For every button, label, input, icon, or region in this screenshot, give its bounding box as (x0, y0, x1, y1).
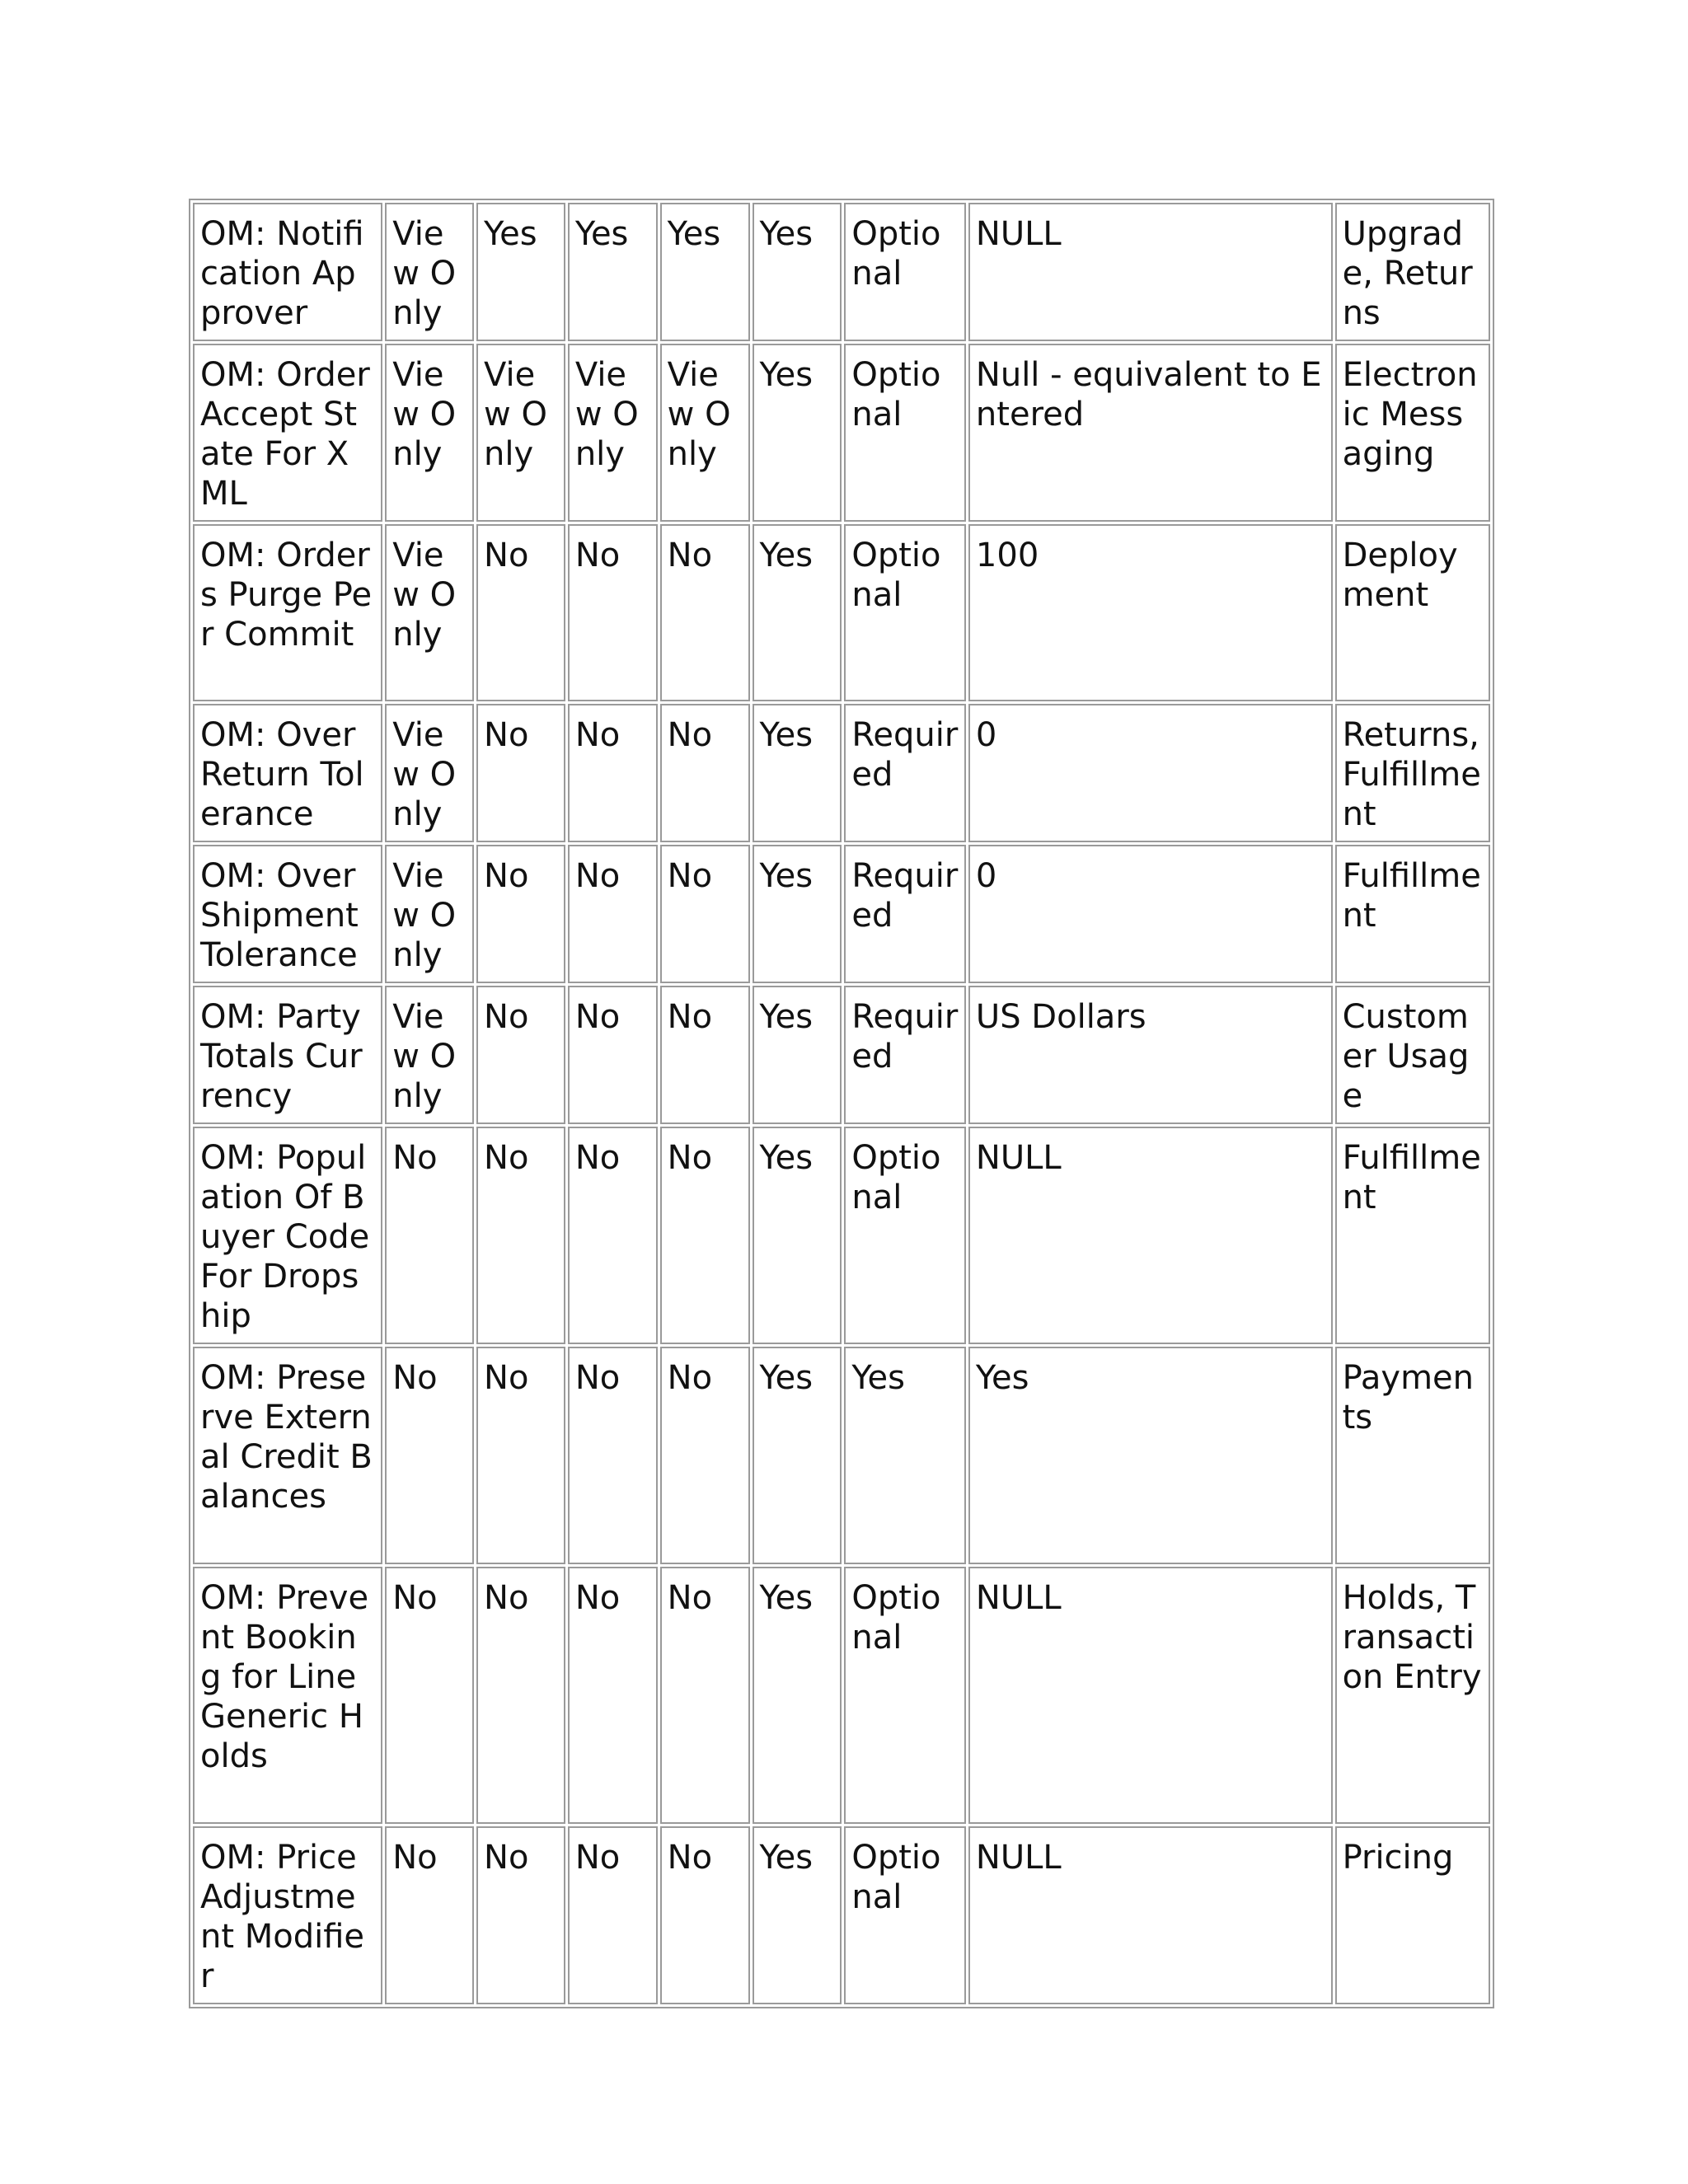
table-cell: No (660, 986, 750, 1124)
table-row (193, 986, 1490, 1124)
default-value-cell: Yes (968, 1347, 1333, 1564)
table-cell: Optional (844, 1567, 966, 1824)
table-cell: Yes (753, 1127, 842, 1344)
table-cell: Yes (753, 986, 842, 1124)
table-cell: No (385, 1567, 474, 1824)
table-row (193, 524, 1490, 701)
category-cell: Returns, Fulfillment (1335, 704, 1490, 842)
table-cell: No (660, 845, 750, 983)
table-row (193, 1567, 1490, 1824)
table-row (193, 203, 1490, 341)
table-cell: No (568, 986, 658, 1124)
profile-name-cell: OM: Party Totals Currency (193, 986, 382, 1124)
category-cell: Upgrade, Returns (1335, 203, 1490, 341)
table-cell: View Only (476, 344, 565, 522)
table-cell: No (568, 1567, 658, 1824)
table-cell: Optional (844, 1127, 966, 1344)
table-row (193, 1826, 1490, 2004)
table-cell: View Only (660, 344, 750, 522)
category-cell: Deployment (1335, 524, 1490, 701)
table-cell: View Only (568, 344, 658, 522)
table-cell: Required (844, 704, 966, 842)
table-cell: No (476, 1567, 565, 1824)
table-cell: Yes (753, 344, 842, 522)
table-cell: Yes (753, 1347, 842, 1564)
table-cell: Yes (476, 203, 565, 341)
profile-name-cell: OM: Notification Approver (193, 203, 382, 341)
table-cell: No (476, 1127, 565, 1344)
default-value-cell: 0 (968, 845, 1333, 983)
table-cell: No (476, 986, 565, 1124)
category-cell: Fulfillment (1335, 845, 1490, 983)
table-cell: Optional (844, 203, 966, 341)
table-cell: Yes (753, 845, 842, 983)
category-cell: Holds, Transaction Entry (1335, 1567, 1490, 1824)
table-cell: View Only (385, 344, 474, 522)
default-value-cell: NULL (968, 1127, 1333, 1344)
table-cell: No (568, 845, 658, 983)
profile-options-table (189, 199, 1494, 2008)
table-cell: View Only (385, 986, 474, 1124)
profile-name-cell: OM: Order Accept State For XML (193, 344, 382, 522)
table-row (193, 845, 1490, 983)
table-row (193, 344, 1490, 522)
default-value-cell: 100 (968, 524, 1333, 701)
table-cell: Yes (753, 1567, 842, 1824)
table-cell: Yes (753, 1826, 842, 2004)
table-cell: No (660, 524, 750, 701)
table-cell: No (476, 524, 565, 701)
table-cell: Optional (844, 524, 966, 701)
table-body (193, 203, 1490, 2004)
table-cell: View Only (385, 524, 474, 701)
table-row (193, 1127, 1490, 1344)
profile-name-cell: OM: Preserve External Credit Balances (193, 1347, 382, 1564)
table-cell: Yes (568, 203, 658, 341)
default-value-cell: NULL (968, 1567, 1333, 1824)
profile-name-cell: OM: Over Return Tolerance (193, 704, 382, 842)
table-cell: No (385, 1347, 474, 1564)
table-cell: View Only (385, 203, 474, 341)
table-cell: Optional (844, 344, 966, 522)
category-cell: Fulfillment (1335, 1127, 1490, 1344)
table-cell: No (660, 1826, 750, 2004)
default-value-cell: 0 (968, 704, 1333, 842)
profile-name-cell: OM: Price Adjustment Modifier (193, 1826, 382, 2004)
profile-name-cell: OM: Orders Purge Per Commit (193, 524, 382, 701)
table-cell: Optional (844, 1826, 966, 2004)
category-cell: Payments (1335, 1347, 1490, 1564)
table-cell: No (568, 704, 658, 842)
table-cell: No (660, 1567, 750, 1824)
default-value-cell: NULL (968, 203, 1333, 341)
table-cell: No (568, 524, 658, 701)
table-cell: No (476, 704, 565, 842)
category-cell: Customer Usage (1335, 986, 1490, 1124)
table-cell: View Only (385, 704, 474, 842)
table-cell: No (476, 1826, 565, 2004)
table-cell: No (385, 1127, 474, 1344)
table-row (193, 704, 1490, 842)
profile-name-cell: OM: Population Of Buyer Code For Dropship (193, 1127, 382, 1344)
table-cell: Yes (753, 524, 842, 701)
table-cell: Yes (753, 704, 842, 842)
category-cell: Pricing (1335, 1826, 1490, 2004)
table-cell: Yes (660, 203, 750, 341)
table-cell: Yes (844, 1347, 966, 1564)
table-cell: No (385, 1826, 474, 2004)
default-value-cell: NULL (968, 1826, 1333, 2004)
category-cell: Electronic Messaging (1335, 344, 1490, 522)
table-row (193, 1347, 1490, 1564)
table-cell: No (660, 1127, 750, 1344)
table-cell: No (660, 704, 750, 842)
profile-name-cell: OM: Over Shipment Tolerance (193, 845, 382, 983)
table-cell: No (660, 1347, 750, 1564)
default-value-cell: US Dollars (968, 986, 1333, 1124)
table-cell: Required (844, 986, 966, 1124)
table-cell: View Only (385, 845, 474, 983)
table-cell: No (476, 845, 565, 983)
table-cell: No (568, 1127, 658, 1344)
table-cell: No (568, 1347, 658, 1564)
table-cell: Yes (753, 203, 842, 341)
table-cell: Required (844, 845, 966, 983)
table-cell: No (476, 1347, 565, 1564)
table-cell: No (568, 1826, 658, 2004)
profile-name-cell: OM: Prevent Booking for Line Generic Holds (193, 1567, 382, 1824)
default-value-cell: Null - equivalent to Entered (968, 344, 1333, 522)
